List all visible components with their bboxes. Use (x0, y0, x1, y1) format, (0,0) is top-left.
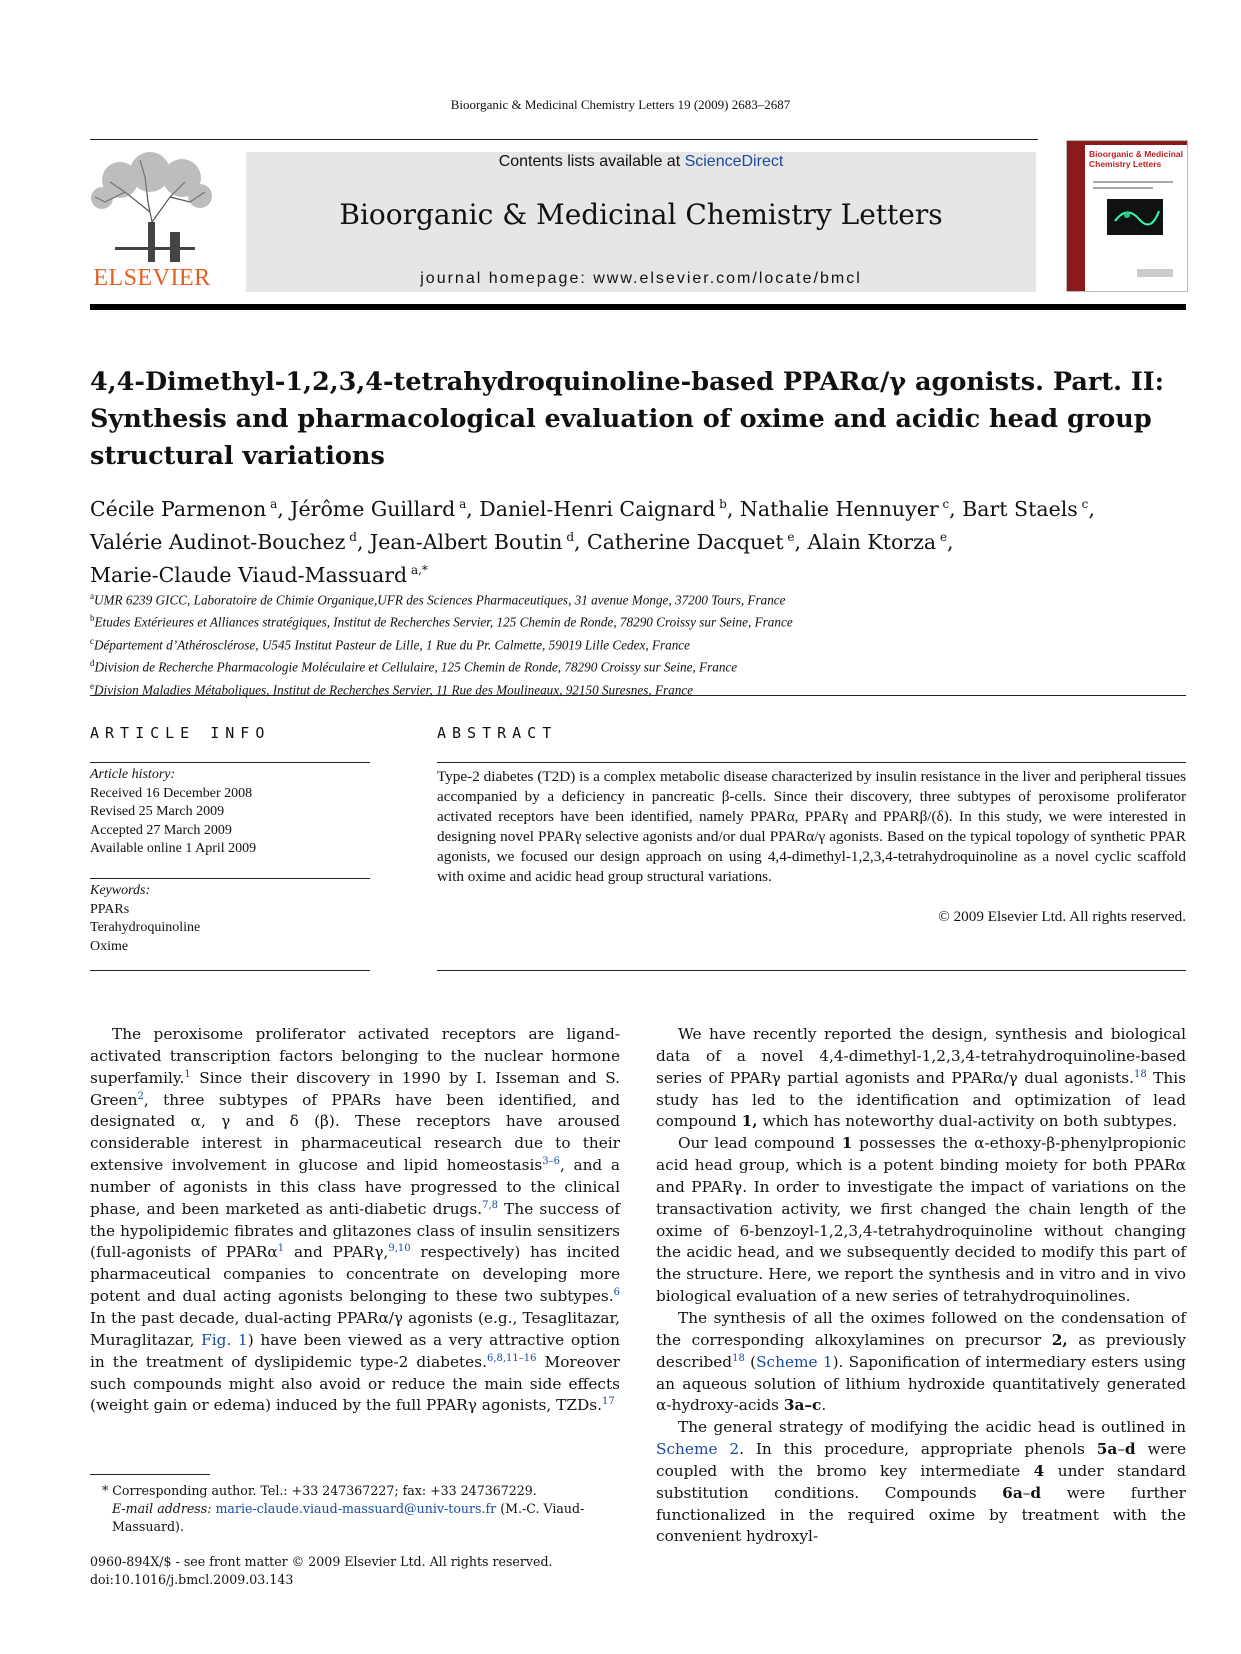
affiliation (90, 632, 1186, 654)
history-item: Revised 25 March 2009 (90, 804, 225, 819)
author-separator: , (466, 496, 480, 521)
article-info-rule (90, 970, 370, 971)
citation-link[interactable]: 7,8 (482, 1199, 498, 1211)
body-text: In the past decade, dual-acting PPARα/γ agonists (e.g., Tesaglitazar, Muraglitazar, (90, 1308, 620, 1349)
header-top-rule (90, 139, 1038, 140)
body-text: under standard substitution conditions. Compounds (656, 1461, 1186, 1502)
citation-link[interactable]: 6,8,11–16 (486, 1352, 537, 1364)
citation-link[interactable]: 18 (1133, 1068, 1147, 1080)
author-affiliation-marker[interactable]: a (266, 497, 278, 511)
journal-homepage[interactable]: journal homepage: www.elsevier.com/locate/bmcl (420, 270, 862, 287)
affiliation-key: e (90, 680, 94, 691)
contents-prefix: Contents lists available at (498, 153, 685, 170)
body-column-left (90, 1024, 620, 1417)
body-text: . (821, 1396, 827, 1415)
body-text: Since their discovery in 1990 by I. Isseman and S. Green (90, 1068, 620, 1109)
elsevier-logo[interactable] (90, 152, 214, 292)
elsevier-tree-icon (90, 152, 214, 264)
body-text: which has noteworthy dual-activity on both subtypes. (757, 1112, 1178, 1131)
abstract-copyright: © 2009 Elsevier Ltd. All rights reserved. (938, 908, 1186, 925)
keyword: Oxime (90, 938, 129, 954)
body-text: ) have been viewed as a very attractive option in the treatment of dyslipidemic type-2 diabetes. (90, 1330, 621, 1371)
compound-label: 6a (1002, 1483, 1023, 1502)
email-suffix: (M.-C. Viaud-Massuard). (112, 1501, 585, 1534)
affiliation (90, 587, 1186, 609)
author-name: Cécile Parmenon (90, 496, 267, 521)
affiliation (90, 654, 1186, 676)
article-info-rule (90, 762, 370, 763)
compound-label: 1, (741, 1112, 758, 1131)
citation-link[interactable]: 3–6 (542, 1155, 560, 1167)
author-name: Bart Staels (962, 496, 1078, 521)
author-affiliation-marker[interactable]: d (345, 529, 357, 544)
author-name: Nathalie Hennuyer (739, 496, 939, 521)
author-affiliation-marker[interactable]: b (715, 497, 727, 511)
history-item: Available online 1 April 2009 (90, 841, 257, 856)
body-text: ). Saponification of intermediary esters using an aqueous solution of lithium hydroxide quantitatively generated α-hydroxy-acids (656, 1352, 1186, 1415)
email-label: E-mail address: (112, 1501, 216, 1516)
body-text: , and a number of agonists in this class have progressed to the clinical phase, and been marketed as anti-diabetic drugs. (90, 1156, 620, 1218)
author-affiliation-marker[interactable]: a,* (407, 562, 428, 577)
author-separator: , (947, 529, 954, 554)
body-text: were further functionalized in the required oxime by treatment with the convenient hydroxyl- (656, 1483, 1186, 1546)
author-separator: , (726, 496, 740, 521)
author-name: Valérie Audinot-Bouchez (90, 529, 346, 554)
running-head: Bioorganic & Medicinal Chemistry Letters 19 (2009) 2683–2687 (450, 97, 791, 112)
citation-link[interactable]: 18 (732, 1352, 745, 1364)
affiliation (90, 609, 1186, 631)
body-text: We have recently reported the design, synthesis and biological data of a novel 4,4-dimethyl-1,2,3,4-tetrahydroquinoline-based series of PPARγ partial agonists and PPARα/γ dual agonists. (656, 1025, 1186, 1087)
doi[interactable]: doi:10.1016/j.bmcl.2009.03.143 (90, 1572, 294, 1587)
article-title: 4,4-Dimethyl-1,2,3,4-tetrahydroquinoline-based PPARα/γ agonists. Part. II: Synthesis and pharmacological evaluation of oxime and acidic head group structural variations (90, 367, 1165, 471)
keywords (90, 882, 370, 956)
affiliation-key: c (90, 635, 94, 646)
body-paragraph (656, 1417, 1186, 1548)
elsevier-wordmark: ELSEVIER (93, 265, 211, 291)
body-text: were coupled with the bromo key intermediate (656, 1440, 1187, 1480)
keyword: PPARs (90, 901, 130, 917)
affiliation-text: Etudes Extérieures et Alliances stratégiques, Institut de Recherches Servier, 125 Chemin de Ronde, 78290 Croissy sur Seine, France (94, 614, 793, 630)
affiliation-key: b (90, 613, 95, 624)
sciencedirect-link[interactable]: ScienceDirect (684, 153, 784, 170)
body-text: Our lead compound (678, 1134, 842, 1153)
author-separator: , (277, 496, 291, 521)
body-text: The success of the hypolipidemic fibrates and glitazones class of insulin sensitizers (full-agonists of PPARα (90, 1199, 621, 1262)
body-paragraph (656, 1308, 1186, 1417)
affiliation-key: a (90, 591, 94, 601)
citation-link[interactable]: 2 (137, 1090, 144, 1102)
footnote-rule (90, 1474, 210, 1475)
abstract-rule (437, 970, 1186, 971)
body-text: Moreover such compounds might also avoid or reduce the main side effects (weight gain or edema) induced by the full PPARγ agonists, TZDs. (90, 1352, 620, 1415)
affiliation-list (90, 587, 1186, 699)
author-affiliation-marker[interactable]: e (783, 529, 795, 544)
body-text: – (1117, 1440, 1125, 1459)
compound-label: 3a–c (783, 1396, 822, 1415)
issn-line (90, 1553, 620, 1589)
compound-label: 4 (1033, 1461, 1045, 1480)
keywords-label: Keywords: (90, 883, 151, 898)
contents-line (246, 153, 1036, 171)
history-item: Received 16 December 2008 (90, 785, 253, 801)
body-column-right (656, 1024, 1186, 1548)
author-name: Catherine Dacquet (587, 529, 784, 554)
body-paragraph (656, 1133, 1186, 1308)
article-info-rule (90, 878, 370, 879)
body-text: , three subtypes of PPARs have been identified, and designated α, γ and δ (β). These receptors have aroused considerable interest in pharmaceutical research due to their extensive involvement in glucose and lipid homeostasis (90, 1090, 620, 1175)
abstract-text: Type-2 diabetes (T2D) is a complex metabolic disease characterized by insulin resistance in the liver and peripheral tissues accompanied by a deficiency in pancreatic β-cells. Since their discovery, three subtypes of peroxisome proliferator activated receptors have been identified, namely PPARα, PPARγ and PPARβ/(δ). In this study, we were interested in designing novel PPARγ selective agonists and/or dual PPARα/γ agonists. Based on the typical topology of synthetic PPAR agonists, we focused our design approach on using 4,4-dimethyl-1,2,3,4-tetrahydroquinoline as a novel cyclic scaffold with oxime and acidic head group structural variations. (437, 768, 1186, 885)
citation-link[interactable]: 6 (613, 1287, 620, 1299)
affiliation-rule (90, 695, 1186, 696)
author-name: Marie-Claude Viaud-Massuard (90, 562, 408, 587)
body-text: The general strategy of modifying the acidic head is outlined in (678, 1418, 1186, 1437)
figure-reference-link[interactable]: Scheme 1 (756, 1352, 833, 1371)
abstract-rule (437, 762, 1186, 763)
history-label: Article history: (90, 767, 176, 782)
compound-label: d (1030, 1483, 1042, 1502)
author-affiliation-marker[interactable]: c (938, 497, 950, 511)
affiliation-key: d (90, 658, 95, 669)
author-name: Jérôme Guillard (290, 496, 456, 521)
figure-reference-link[interactable]: Scheme 2 (656, 1440, 740, 1459)
email-link[interactable]: marie-claude.viaud-massuard@univ-tours.fr (215, 1501, 497, 1516)
author-affiliation-marker[interactable]: e (936, 529, 948, 544)
history-item: Accepted 27 March 2009 (90, 822, 232, 838)
abstract-heading: ABSTRACT (437, 724, 558, 742)
affiliation-text: Division de Recherche Pharmacologie Moléculaire et Cellulaire, 125 Chemin de Ronde, 78290 Croissy sur Seine, France (94, 659, 738, 675)
author-affiliation-marker[interactable]: d (562, 529, 574, 544)
journal-title: Bioorganic & Medicinal Chemistry Letters (339, 198, 943, 231)
affiliation-text: UMR 6239 GICC, Laboratoire de Chimie Organique,UFR des Sciences Pharmaceutiques, 31 avenue Monge, 37200 Tours, France (94, 592, 786, 608)
compound-label: 5a (1096, 1440, 1118, 1459)
body-text: possesses the α-ethoxy-β-phenylpropionic acid head group, which is a potent binding moiety for both PPARα and PPARγ. In order to investigate the impact of variations on the transactivation activity, we first changed the chain length of the oxime of 6-benzoyl-1,2,3,4-tetrahydroquinoline without changing the acidic head, and we subsequently decided to modify this part of the structure. Here, we report the synthesis and in vitro and in vivo biological evaluation of a new series of tetrahydroquinolines. (656, 1134, 1186, 1306)
corresponding-author-footnote (90, 1482, 620, 1536)
body-text: – (1022, 1483, 1031, 1502)
author-separator: , (794, 529, 808, 554)
issn: 0960-894X/$ - see front matter © 2009 Elsevier Ltd. All rights reserved. (90, 1554, 553, 1569)
body-text: respectively) has incited pharmaceutical companies to concentrate on developing more potent and dual acting agonists belonging to these two subtypes. (90, 1243, 620, 1306)
author-affiliation-marker[interactable]: a (455, 497, 467, 511)
body-text: This study has led to the identification and optimization of lead compound (656, 1068, 1186, 1131)
author-separator: , (1088, 496, 1095, 521)
citation-link[interactable]: 9,10 (388, 1243, 411, 1255)
journal-cover-thumbnail[interactable] (1066, 140, 1188, 292)
author-affiliation-marker[interactable]: c (1077, 497, 1089, 511)
footnote-star: * (102, 1483, 109, 1498)
body-text: and PPARγ, (284, 1243, 389, 1262)
affiliation-text: Division Maladies Métaboliques, Institut de Recherches Servier, 11 Rue des Moulineaux, 92150 Suresnes, France (94, 681, 694, 697)
citation-link[interactable]: 17 (601, 1396, 615, 1408)
journal-header-banner (246, 152, 1036, 292)
author-separator: , (574, 529, 588, 554)
author-name: Daniel-Henri Caignard (479, 496, 716, 521)
citation-link[interactable]: 1 (184, 1068, 191, 1080)
compound-label: 1 (841, 1134, 853, 1153)
body-text: The synthesis of all the oximes followed on the condensation of the corresponding alkoxylamines on precursor (656, 1308, 1186, 1349)
body-text: ( (744, 1352, 757, 1371)
body-text: . In this procedure, appropriate phenols (739, 1440, 1097, 1459)
cover-title: Bioorganic & Medicinal Chemistry Letters (1089, 149, 1183, 169)
body-text: as previously described (656, 1330, 1186, 1371)
author-separator: , (949, 496, 963, 521)
article-info-heading: ARTICLE INFO (90, 724, 271, 742)
body-paragraph (90, 1024, 620, 1417)
author-name: Jean-Albert Boutin (370, 529, 563, 554)
author-name: Alain Ktorza (807, 529, 937, 554)
compound-label: 2, (1051, 1330, 1068, 1349)
body-text: The peroxisome proliferator activated receptors are ligand-activated transcription factors belonging to the nuclear hormone superfamily. (90, 1025, 620, 1087)
body-paragraph (656, 1024, 1186, 1133)
figure-reference-link[interactable]: Fig. 1 (201, 1330, 248, 1349)
header-thick-rule (90, 304, 1186, 310)
footnote-text: Corresponding author. Tel.: +33 247367227; fax: +33 247367229. (108, 1483, 537, 1498)
keyword: Terahydroquinoline (90, 920, 201, 935)
author-separator: , (356, 529, 371, 554)
citation-link[interactable]: 1 (277, 1243, 285, 1255)
article-history (90, 766, 370, 859)
author-list (90, 490, 1186, 588)
affiliation-text: Département d’Athérosclérose, U545 Institut Pasteur de Lille, 1 Rue du Pr. Calmette, 59019 Lille Cedex, France (94, 637, 691, 653)
compound-label: d (1124, 1440, 1136, 1459)
